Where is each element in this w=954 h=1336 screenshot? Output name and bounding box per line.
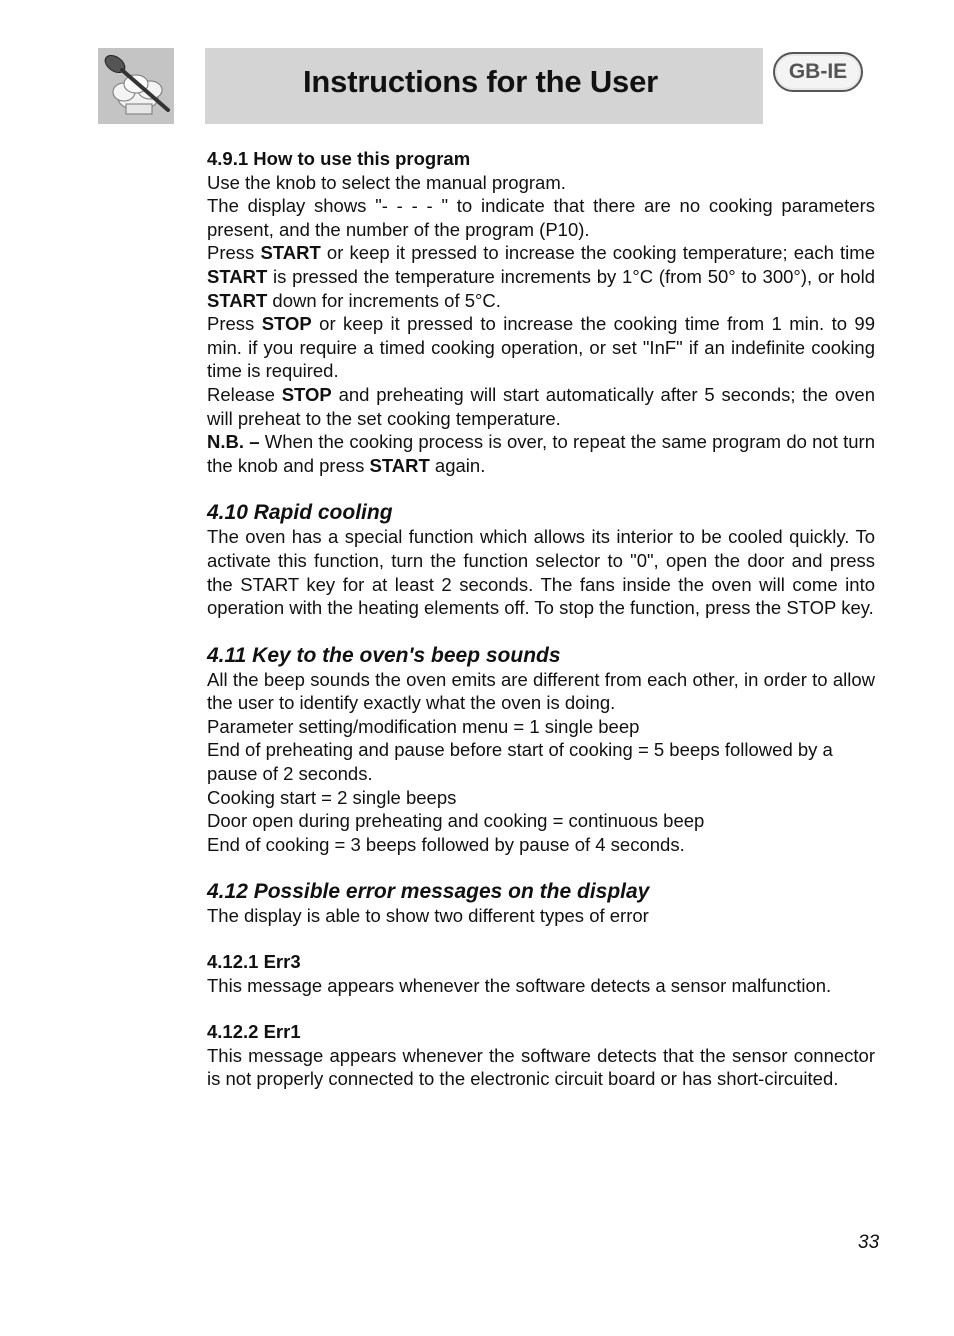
bold-run: START	[260, 242, 321, 264]
paragraph: The oven has a special function which allows its interior to be cooled quickly. To activate this function, turn the function selector to "0", open the door and press the START key for at least 2 seconds. The fans inside the oven will come into operation with the heating elements off. To stop the function, press the STOP key.	[207, 526, 875, 619]
paragraph: Use the knob to select the manual program.	[207, 171, 566, 193]
text-run: When the cooking process is over, to repeat the same program do not turn the knob and press	[207, 431, 875, 476]
bold-run: START	[207, 289, 268, 311]
paragraph: The display is able to show two different types of error	[207, 905, 649, 927]
text-run: Press	[207, 242, 261, 264]
bold-run: N.B. –	[207, 431, 260, 453]
paragraph	[207, 383, 875, 430]
text-run: and preheating will start automatically after 5 seconds; the oven will preheat to the set cooking temperature.	[207, 383, 876, 429]
text-run: or keep it pressed to increase the cooking temperature; each time	[320, 242, 875, 264]
chef-logo	[98, 48, 174, 124]
bold-run: STOP	[281, 383, 332, 405]
paragraph: This message appears whenever the software detects that the sensor connector is not properly connected to the electronic circuit board or has short-circuited.	[207, 1044, 875, 1090]
heading-4-9-1: 4.9.1 How to use this program	[207, 148, 471, 169]
heading-4-12-1: 4.12.1 Err3	[207, 951, 301, 973]
beep-line: End of cooking = 3 beeps followed by pause of 4 seconds.	[207, 833, 685, 855]
beep-line: Parameter setting/modification menu = 1 single beep	[207, 715, 640, 737]
text-run: again.	[429, 454, 486, 476]
paragraph: All the beep sounds the oven emits are different from each other, in order to allow the user to identify exactly what the oven is doing.	[207, 668, 875, 714]
beep-line: Cooking start = 2 single beeps	[207, 786, 457, 808]
text-run: or keep it pressed to increase the cooking time from 1 min. to 99 min. if you require a timed cooking operation, or set "InF" if an indefinite cooking time is required.	[207, 313, 876, 382]
paragraph: This message appears whenever the software detects a sensor malfunction.	[207, 975, 832, 997]
text-run: is pressed the temperature increments by 1°C (from 50° to 300°), or hold	[267, 265, 875, 287]
page-number: 33	[858, 1232, 880, 1253]
heading-4-12-2: 4.12.2 Err1	[207, 1020, 301, 1042]
bold-run: START	[369, 454, 430, 476]
beep-line: End of preheating and pause before start of cooking = 5 beeps followed by a pause of 2 seconds.	[207, 739, 833, 785]
heading-4-11: 4.11 Key to the oven's beep sounds	[207, 643, 561, 667]
header-title-bar	[205, 48, 763, 124]
text-run: Press	[207, 313, 262, 335]
chef-hat-spoon-icon	[98, 48, 174, 124]
paragraph: The display shows "- - - - " to indicate that there are no cooking parameters present, and the number of the program (P10).	[207, 195, 875, 240]
paragraph	[207, 241, 875, 312]
bold-run: STOP	[261, 313, 312, 335]
region-badge: GB-IE	[773, 52, 863, 92]
text-run: Release	[207, 383, 282, 405]
text-run: down for increments of 5°C.	[267, 289, 501, 311]
heading-4-10: 4.10 Rapid cooling	[207, 501, 393, 525]
heading-4-12: 4.12 Possible error messages on the display	[207, 880, 650, 904]
bold-run: START	[207, 265, 268, 287]
document-body	[207, 147, 875, 1091]
beep-line: Door open during preheating and cooking = continuous beep	[207, 810, 705, 832]
paragraph	[207, 430, 875, 477]
paragraph	[207, 312, 875, 383]
page-title: Instructions for the User	[303, 64, 658, 99]
